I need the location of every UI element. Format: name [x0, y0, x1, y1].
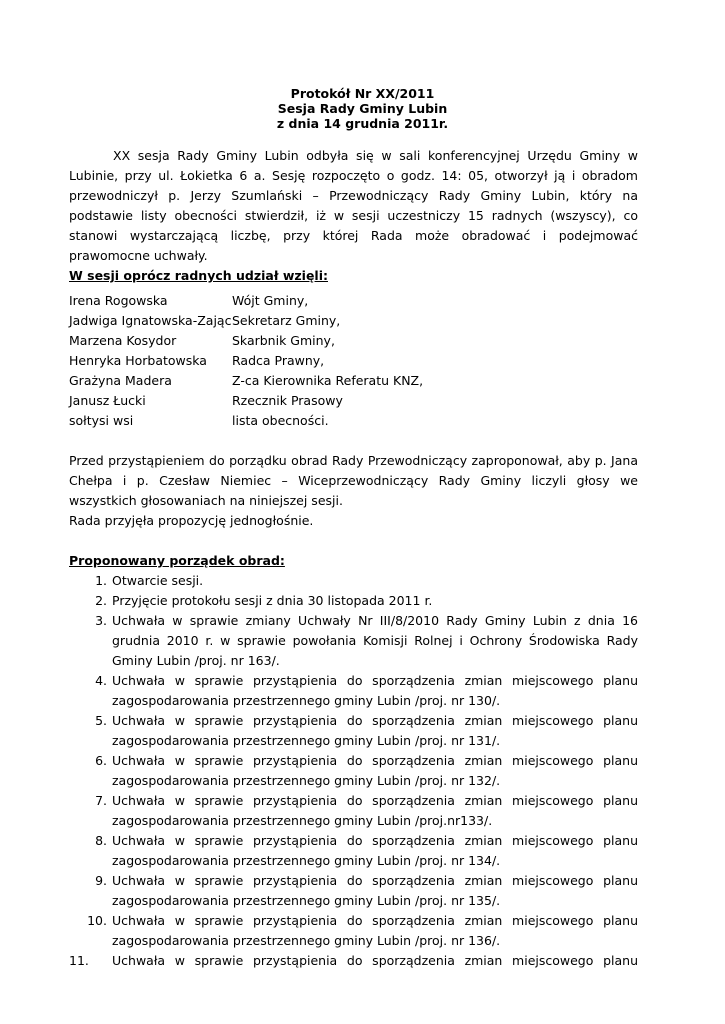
attendee-role: Rzecznik Prasowy — [232, 393, 343, 408]
agenda-item-text: Uchwała w sprawie przystąpienia do sporządzenia zmian miejscowego planu — [112, 953, 638, 968]
document-title — [0, 86, 725, 131]
title-line-2: Sesja Rady Gminy Lubin — [277, 101, 448, 116]
agenda-item — [69, 951, 638, 971]
attendee-name: Irena Rogowska — [69, 293, 168, 308]
agenda-item-text: Otwarcie sesji. — [112, 573, 204, 588]
agenda-list — [69, 571, 638, 971]
agenda-item-text: Uchwała w sprawie przystąpienia do sporządzenia zmian miejscowego planu zagospodarowania przestrzennego gminy Lubin /proj. nr 131/. — [112, 713, 638, 748]
title-line-1: Protokół Nr XX/2011 — [290, 86, 435, 101]
agenda-item-text: Uchwała w sprawie przystąpienia do sporządzenia zmian miejscowego planu zagospodarowania przestrzennego gminy Lubin /proj. nr 134/. — [112, 833, 638, 868]
agenda-item-text: Uchwała w sprawie zmiany Uchwały Nr III/8/2010 Rady Gminy Lubin z dnia 16 grudnia 2010 r. w sprawie powołania Komisji Rolnej i Ochrony Środowiska Rady Gminy Lubin /proj. nr 163/. — [112, 613, 638, 668]
attendee-role: Sekretarz Gminy, — [232, 313, 341, 328]
attendee-name: Janusz Łucki — [69, 393, 146, 408]
attendee-name: Henryka Horbatowska — [69, 353, 207, 368]
agenda-item-text: Uchwała w sprawie przystąpienia do sporządzenia zmian miejscowego planu zagospodarowania przestrzennego gminy Lubin /proj. nr 136/. — [112, 913, 638, 948]
agenda-item — [69, 751, 638, 791]
agenda-item-number: 10. — [87, 913, 107, 928]
agenda-item — [69, 911, 638, 951]
intro-paragraph: XX sesja Rady Gminy Lubin odbyła się w sali konferencyjnej Urzędu Gminy w Lubinie, przy ul. Łokietka 6 a. Sesję rozpoczęto o godz. 14: 05, otworzył ją i obradom przewodniczył p. Jerzy Szumlański – Przewodniczący Rady Gminy Lubin, który na podstawie listy obecności stwierdził, iż w sesji uczestniczy 15 radnych (wszyscy), co stanowi wystarczającą liczbę, przy której Rada może obradować i podejmować prawomocne uchwały. — [69, 148, 638, 263]
proposal-paragraph: Przed przystąpieniem do porządku obrad Rady Przewodniczący zaproponował, aby p. Jana Chełpa i p. Czesław Niemiec – Wiceprzewodniczący Rady Gminy liczyli głosy we wszystkich głosowaniach na niniejszej sesji. — [69, 453, 638, 508]
agenda-item — [69, 791, 638, 831]
attendee-role: lista obecności. — [232, 413, 329, 428]
agenda-item-number: 2. — [95, 593, 107, 608]
attendee-name: Marzena Kosydor — [69, 333, 177, 348]
agenda-item-text: Uchwała w sprawie przystąpienia do sporządzenia zmian miejscowego planu zagospodarowania przestrzennego gminy Lubin /proj.nr133/. — [112, 793, 638, 828]
attendee-row — [69, 351, 629, 371]
accepted-line: Rada przyjęła propozycję jednogłośnie. — [69, 513, 314, 528]
attendee-name: Grażyna Madera — [69, 373, 172, 388]
agenda-item — [69, 591, 638, 611]
agenda-item-text: Uchwała w sprawie przystąpienia do sporządzenia zmian miejscowego planu zagospodarowania przestrzennego gminy Lubin /proj. nr 130/. — [112, 673, 638, 708]
agenda-item-text: Przyjęcie protokołu sesji z dnia 30 listopada 2011 r. — [112, 593, 433, 608]
agenda-item-number: 11. — [69, 953, 89, 968]
agenda-item-number: 9. — [95, 873, 107, 888]
attendee-row — [69, 311, 629, 331]
title-line-3: z dnia 14 grudnia 2011r. — [276, 116, 449, 131]
agenda-item-number: 8. — [95, 833, 107, 848]
agenda-item-number: 5. — [95, 713, 107, 728]
agenda-heading: Proponowany porządek obrad: — [69, 553, 285, 568]
agenda-item-number: 6. — [95, 753, 107, 768]
attendee-name: Jadwiga Ignatowska-Zając — [69, 313, 232, 328]
attendee-row — [69, 411, 629, 431]
agenda-item — [69, 831, 638, 871]
agenda-item — [69, 611, 638, 671]
agenda-item-number: 3. — [95, 613, 107, 628]
attendee-role: Z-ca Kierownika Referatu KNZ, — [232, 373, 424, 388]
attendee-row — [69, 331, 629, 351]
attendee-row — [69, 291, 629, 311]
agenda-item-number: 7. — [95, 793, 107, 808]
agenda-item-number: 4. — [95, 673, 107, 688]
attendee-role: Skarbnik Gminy, — [232, 333, 335, 348]
attendee-name: sołtysi wsi — [69, 413, 134, 428]
attendees-heading: W sesji oprócz radnych udział wzięli: — [69, 268, 328, 283]
attendee-role: Wójt Gminy, — [232, 293, 309, 308]
agenda-item — [69, 711, 638, 751]
agenda-item-text: Uchwała w sprawie przystąpienia do sporządzenia zmian miejscowego planu zagospodarowania przestrzennego gminy Lubin /proj. nr 132/. — [112, 753, 638, 788]
agenda-item-text: Uchwała w sprawie przystąpienia do sporządzenia zmian miejscowego planu zagospodarowania przestrzennego gminy Lubin /proj. nr 135/. — [112, 873, 638, 908]
attendee-row — [69, 371, 629, 391]
agenda-item-number: 1. — [95, 573, 107, 588]
attendee-role: Radca Prawny, — [232, 353, 325, 368]
agenda-item — [69, 671, 638, 711]
agenda-item — [69, 571, 638, 591]
attendee-row — [69, 391, 629, 411]
agenda-item — [69, 871, 638, 911]
